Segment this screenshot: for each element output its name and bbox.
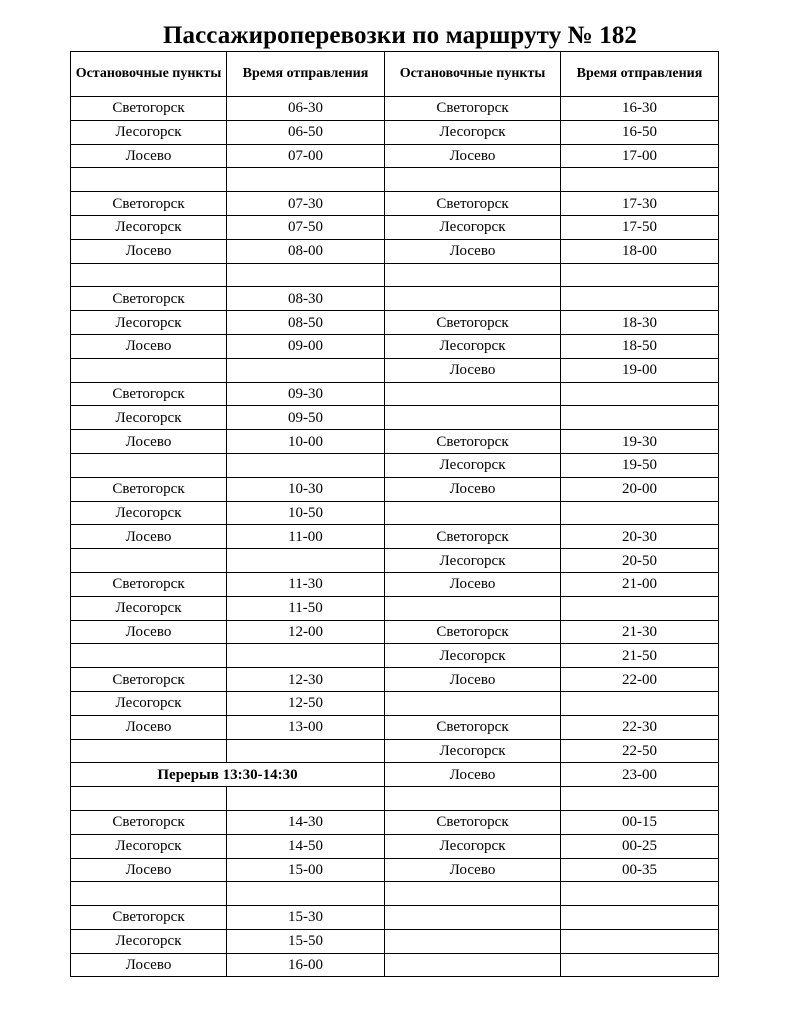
time-right xyxy=(561,406,719,430)
stop-left: Лосево xyxy=(71,239,227,263)
time-left xyxy=(227,168,385,192)
time-left: 07-50 xyxy=(227,215,385,239)
stop-right: Лосево xyxy=(385,763,561,787)
time-left: 15-30 xyxy=(227,906,385,930)
stop-left: Лосево xyxy=(71,525,227,549)
stop-left xyxy=(71,644,227,668)
time-left: 16-00 xyxy=(227,953,385,977)
time-left: 12-00 xyxy=(227,620,385,644)
stop-right: Лесогорск xyxy=(385,549,561,573)
table-row xyxy=(71,263,719,287)
time-left: 07-30 xyxy=(227,192,385,216)
time-right: 22-00 xyxy=(561,668,719,692)
table-row xyxy=(71,120,719,144)
header-stops-left: Остановочные пункты xyxy=(71,52,227,97)
table-row xyxy=(71,192,719,216)
time-left: 14-30 xyxy=(227,810,385,834)
stop-right xyxy=(385,787,561,811)
time-right xyxy=(561,168,719,192)
header-time-left: Время отправления xyxy=(227,52,385,97)
stop-right: Лосево xyxy=(385,858,561,882)
time-right: 18-50 xyxy=(561,334,719,358)
time-left: 09-00 xyxy=(227,334,385,358)
stop-left: Лесогорск xyxy=(71,311,227,335)
stop-right: Светогорск xyxy=(385,715,561,739)
stop-left: Лосево xyxy=(71,144,227,168)
table-row xyxy=(71,858,719,882)
time-right: 16-30 xyxy=(561,97,719,121)
table-row xyxy=(71,525,719,549)
table-row xyxy=(71,739,719,763)
stop-left: Лесогорск xyxy=(71,596,227,620)
time-right xyxy=(561,953,719,977)
time-left: 10-00 xyxy=(227,430,385,454)
stop-left: Светогорск xyxy=(71,382,227,406)
stop-left: Светогорск xyxy=(71,572,227,596)
stop-left: Светогорск xyxy=(71,97,227,121)
time-right: 19-50 xyxy=(561,453,719,477)
break-cell: Перерыв 13:30-14:30 xyxy=(71,763,385,787)
time-right: 20-00 xyxy=(561,477,719,501)
stop-right xyxy=(385,882,561,906)
table-row xyxy=(71,168,719,192)
stop-right xyxy=(385,596,561,620)
stop-left: Светогорск xyxy=(71,287,227,311)
stop-left: Лосево xyxy=(71,715,227,739)
table-row xyxy=(71,430,719,454)
time-right xyxy=(561,501,719,525)
time-left: 09-50 xyxy=(227,406,385,430)
table-row xyxy=(71,287,719,311)
time-left: 11-00 xyxy=(227,525,385,549)
stop-left xyxy=(71,168,227,192)
table-row xyxy=(71,97,719,121)
stop-right: Лесогорск xyxy=(385,739,561,763)
time-right: 17-50 xyxy=(561,215,719,239)
time-right: 22-50 xyxy=(561,739,719,763)
schedule-body xyxy=(71,97,719,977)
stop-left: Лосево xyxy=(71,334,227,358)
stop-left: Лесогорск xyxy=(71,120,227,144)
time-left: 06-30 xyxy=(227,97,385,121)
time-left: 12-30 xyxy=(227,668,385,692)
stop-left xyxy=(71,549,227,573)
table-row xyxy=(71,834,719,858)
time-right xyxy=(561,787,719,811)
table-row xyxy=(71,953,719,977)
table-row xyxy=(71,501,719,525)
table-row xyxy=(71,929,719,953)
stop-right xyxy=(385,263,561,287)
stop-left xyxy=(71,787,227,811)
time-left: 15-50 xyxy=(227,929,385,953)
header-stops-right: Остановочные пункты xyxy=(385,52,561,97)
stop-right xyxy=(385,501,561,525)
time-right: 23-00 xyxy=(561,763,719,787)
time-right: 21-30 xyxy=(561,620,719,644)
time-right: 18-30 xyxy=(561,311,719,335)
schedule-table xyxy=(70,51,719,977)
time-left: 14-50 xyxy=(227,834,385,858)
time-right: 20-30 xyxy=(561,525,719,549)
time-left: 15-00 xyxy=(227,858,385,882)
time-left: 06-50 xyxy=(227,120,385,144)
stop-right xyxy=(385,406,561,430)
stop-left xyxy=(71,453,227,477)
time-right xyxy=(561,287,719,311)
header-time-right: Время отправления xyxy=(561,52,719,97)
stop-right: Лосево xyxy=(385,572,561,596)
time-right: 00-25 xyxy=(561,834,719,858)
stop-right: Лосево xyxy=(385,358,561,382)
page-title: Пассажироперевозки по маршруту № 182 xyxy=(162,22,638,49)
stop-left: Лосево xyxy=(71,953,227,977)
stop-left: Светогорск xyxy=(71,810,227,834)
stop-left: Лесогорск xyxy=(71,406,227,430)
time-left xyxy=(227,453,385,477)
time-right: 18-00 xyxy=(561,239,719,263)
stop-right: Лесогорск xyxy=(385,644,561,668)
table-row xyxy=(71,763,719,787)
stop-left xyxy=(71,358,227,382)
time-right xyxy=(561,691,719,715)
stop-left: Лесогорск xyxy=(71,215,227,239)
stop-right: Лосево xyxy=(385,144,561,168)
stop-right xyxy=(385,953,561,977)
header-row xyxy=(71,52,719,97)
time-right: 20-50 xyxy=(561,549,719,573)
time-left: 13-00 xyxy=(227,715,385,739)
stop-left: Светогорск xyxy=(71,192,227,216)
time-left: 09-30 xyxy=(227,382,385,406)
table-row xyxy=(71,311,719,335)
table-row xyxy=(71,882,719,906)
time-left xyxy=(227,358,385,382)
time-left: 12-50 xyxy=(227,691,385,715)
time-right xyxy=(561,263,719,287)
time-right xyxy=(561,929,719,953)
table-row xyxy=(71,620,719,644)
table-row xyxy=(71,334,719,358)
time-right: 00-15 xyxy=(561,810,719,834)
stop-left: Лесогорск xyxy=(71,929,227,953)
stop-left: Лесогорск xyxy=(71,834,227,858)
stop-left: Лосево xyxy=(71,858,227,882)
stop-right: Лосево xyxy=(385,239,561,263)
table-row xyxy=(71,382,719,406)
time-right: 21-50 xyxy=(561,644,719,668)
time-left: 10-50 xyxy=(227,501,385,525)
stop-right xyxy=(385,929,561,953)
time-right: 22-30 xyxy=(561,715,719,739)
time-left: 11-30 xyxy=(227,572,385,596)
table-row xyxy=(71,668,719,692)
table-row xyxy=(71,215,719,239)
stop-left xyxy=(71,882,227,906)
time-left: 08-30 xyxy=(227,287,385,311)
table-row xyxy=(71,691,719,715)
time-left xyxy=(227,739,385,763)
time-left: 08-50 xyxy=(227,311,385,335)
stop-right xyxy=(385,691,561,715)
stop-left: Лесогорск xyxy=(71,691,227,715)
time-right: 21-00 xyxy=(561,572,719,596)
stop-right: Лесогорск xyxy=(385,453,561,477)
table-row xyxy=(71,644,719,668)
stop-right: Светогорск xyxy=(385,430,561,454)
table-row xyxy=(71,549,719,573)
table-row xyxy=(71,239,719,263)
stop-right: Светогорск xyxy=(385,525,561,549)
stop-left: Лосево xyxy=(71,430,227,454)
table-row xyxy=(71,406,719,430)
stop-right: Лесогорск xyxy=(385,334,561,358)
time-right: 17-30 xyxy=(561,192,719,216)
stop-right: Светогорск xyxy=(385,192,561,216)
table-row xyxy=(71,358,719,382)
time-right xyxy=(561,382,719,406)
stop-right: Лосево xyxy=(385,668,561,692)
time-left xyxy=(227,882,385,906)
table-row xyxy=(71,715,719,739)
stop-right: Лосево xyxy=(385,477,561,501)
time-right: 19-30 xyxy=(561,430,719,454)
time-left: 08-00 xyxy=(227,239,385,263)
time-left xyxy=(227,644,385,668)
stop-right xyxy=(385,382,561,406)
table-row xyxy=(71,810,719,834)
stop-left: Лосево xyxy=(71,620,227,644)
table-row xyxy=(71,572,719,596)
stop-left: Лесогорск xyxy=(71,501,227,525)
stop-right: Светогорск xyxy=(385,810,561,834)
stop-right xyxy=(385,287,561,311)
stop-right: Светогорск xyxy=(385,620,561,644)
time-left xyxy=(227,549,385,573)
table-row xyxy=(71,477,719,501)
time-right xyxy=(561,906,719,930)
time-right: 17-00 xyxy=(561,144,719,168)
time-right: 00-35 xyxy=(561,858,719,882)
table-row xyxy=(71,906,719,930)
stop-left: Светогорск xyxy=(71,906,227,930)
table-row xyxy=(71,787,719,811)
time-left: 10-30 xyxy=(227,477,385,501)
time-right xyxy=(561,596,719,620)
stop-right xyxy=(385,168,561,192)
stop-right: Лесогорск xyxy=(385,215,561,239)
stop-right: Лесогорск xyxy=(385,834,561,858)
stop-left xyxy=(71,263,227,287)
time-left: 07-00 xyxy=(227,144,385,168)
stop-left: Светогорск xyxy=(71,477,227,501)
stop-right: Лесогорск xyxy=(385,120,561,144)
time-right: 19-00 xyxy=(561,358,719,382)
stop-left: Светогорск xyxy=(71,668,227,692)
time-right xyxy=(561,882,719,906)
time-left: 11-50 xyxy=(227,596,385,620)
stop-right: Светогорск xyxy=(385,97,561,121)
time-left xyxy=(227,787,385,811)
stop-right: Светогорск xyxy=(385,311,561,335)
stop-left xyxy=(71,739,227,763)
stop-right xyxy=(385,906,561,930)
table-row xyxy=(71,596,719,620)
time-right: 16-50 xyxy=(561,120,719,144)
time-left xyxy=(227,263,385,287)
table-row xyxy=(71,144,719,168)
table-row xyxy=(71,453,719,477)
